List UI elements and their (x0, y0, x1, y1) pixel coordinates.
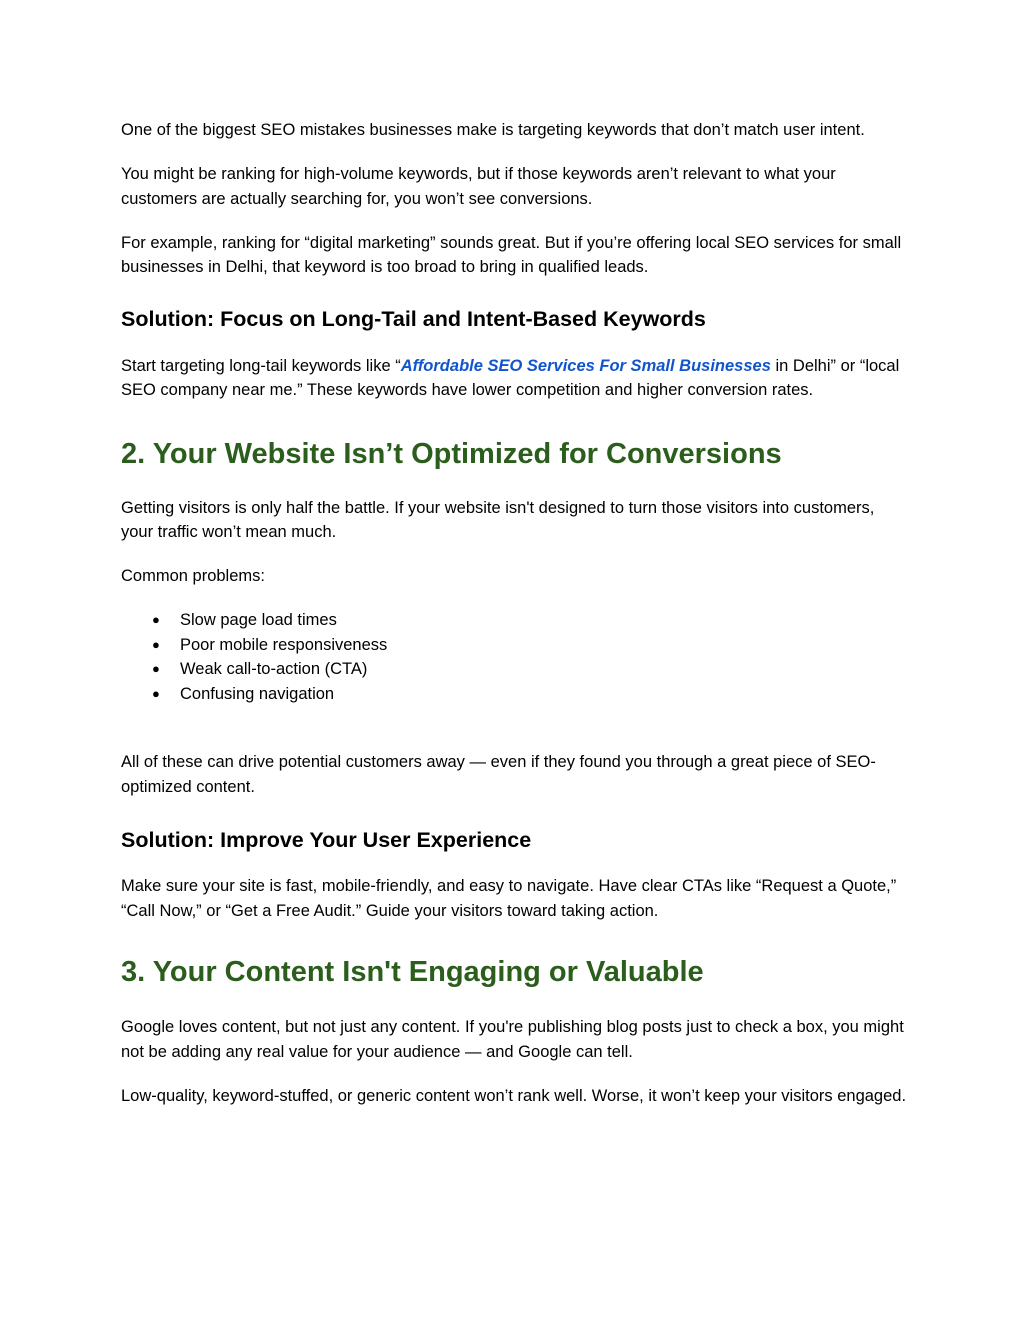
document-page (121, 118, 911, 1108)
list-item (121, 657, 911, 682)
list-item-text: Confusing navigation (180, 684, 335, 703)
list-item (121, 633, 911, 658)
list-item (121, 682, 911, 707)
list-item-text: Weak call-to-action (CTA) (180, 660, 368, 678)
bullet-icon: ● (152, 661, 160, 676)
intro-paragraph-1: One of the biggest SEO mistakes businesses make is targeting keywords that don’t match user intent. (121, 121, 865, 139)
intro-paragraph-3: For example, ranking for “digital marketing” sounds great. But if you’re offering local SEO services for small businesses in Delhi, that keyword is too broad to bring in qualified leads. (121, 233, 902, 276)
solution-2-paragraph: Make sure your site is fast, mobile-friendly, and easy to navigate. Have clear CTAs like “Request a Quote,” “Call Now,” or “Get a Free Audit.” Guide your visitors toward taking action. (121, 877, 897, 920)
solution-1-text-after: in Delhi” or “local SEO company near me.” These keywords have lower competition and higher conversion rates. (121, 356, 900, 399)
list-item (121, 608, 911, 633)
affordable-seo-services-link[interactable]: Affordable SEO Services For Small Businesses (400, 356, 771, 375)
solution-1-text-before: Start targeting long-tail keywords like “ (121, 356, 401, 375)
section-3-paragraph-2: Low-quality, keyword-stuffed, or generic content won’t rank well. Worse, it won’t keep your visitors engaged. (121, 1086, 907, 1105)
section-3-heading: 3. Your Content Isn't Engaging or Valuable (121, 956, 704, 988)
solution-2-heading: Solution: Improve Your User Experience (121, 828, 532, 852)
solution-1-paragraph (121, 354, 911, 403)
section-2-paragraph-3: All of these can drive potential customers away — even if they found you through a great piece of SEO-optimized content. (121, 753, 876, 796)
intro-paragraph-2: You might be ranking for high-volume keywords, but if those keywords aren’t relevant to what your customers are actually searching for, you won’t see conversions. (121, 165, 836, 208)
list-item-text: Slow page load times (180, 611, 337, 629)
bullet-icon: ● (152, 685, 160, 701)
section-2-heading: 2. Your Website Isn’t Optimized for Conversions (121, 437, 782, 470)
section-2-paragraph-2: Common problems: (121, 567, 265, 585)
bullet-icon: ● (152, 612, 160, 627)
section-2-paragraph-1: Getting visitors is only half the battle. If your website isn't designed to turn those visitors into customers, your traffic won’t mean much. (121, 498, 875, 541)
bullet-icon: ● (152, 636, 160, 652)
list-item-text: Poor mobile responsiveness (180, 635, 388, 654)
solution-1-heading: Solution: Focus on Long-Tail and Intent-Based Keywords (121, 306, 706, 331)
problems-list (121, 608, 911, 706)
section-3-paragraph-1: Google loves content, but not just any content. If you're publishing blog posts just to check a box, you might not be adding any real value for your audience — and Google can tell. (121, 1018, 904, 1061)
